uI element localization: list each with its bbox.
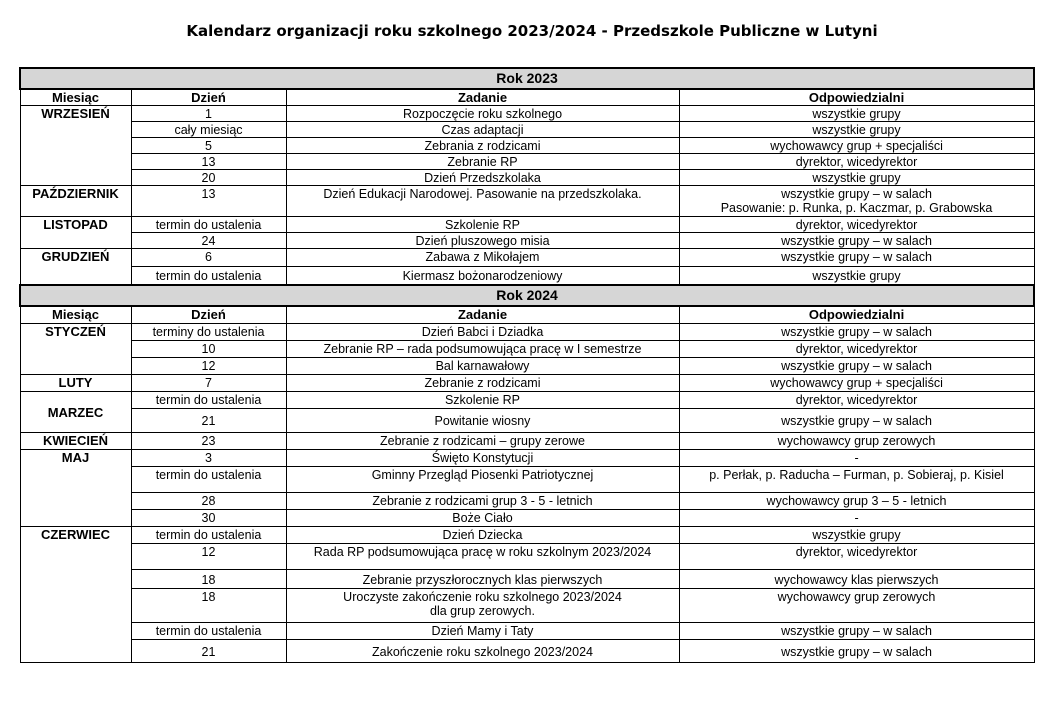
day-cell: 3 [131, 450, 286, 467]
day-cell: 21 [131, 409, 286, 433]
responsible-cell: wychowawcy klas pierwszych [679, 570, 1034, 589]
task-cell: Zebranie RP [286, 154, 679, 170]
task-line: Uroczyste zakończenie roku szkolnego 2023/2024 [343, 590, 622, 604]
task-cell: Rada RP podsumowująca pracę w roku szkolnym 2023/2024 [286, 544, 679, 570]
responsible-line: Pasowanie: p. Runka, p. Kaczmar, p. Grabowska [720, 201, 993, 215]
responsible-cell [679, 186, 1034, 217]
day-cell: 1 [131, 106, 286, 122]
day-cell: termin do ustalenia [131, 623, 286, 640]
task-cell: Szkolenie RP [286, 392, 679, 409]
table-row [20, 375, 1034, 392]
day-cell: 13 [131, 186, 286, 217]
table-row [20, 392, 1034, 409]
responsible-cell: wychowawcy grup + specjaliści [679, 375, 1034, 392]
task-cell: Dzień pluszowego misia [286, 233, 679, 249]
responsible-cell: p. Perłak, p. Raducha – Furman, p. Sobieraj, p. Kisiel [679, 467, 1034, 493]
task-cell: Boże Ciało [286, 510, 679, 527]
task-cell: Zabawa z Mikołajem [286, 249, 679, 267]
table-row [20, 589, 1034, 623]
table-row [20, 138, 1034, 154]
responsible-cell: wszystkie grupy – w salach [679, 233, 1034, 249]
responsible-cell: wszystkie grupy – w salach [679, 249, 1034, 267]
table-row [20, 217, 1034, 233]
task-cell: Powitanie wiosny [286, 409, 679, 433]
header-task: Zadanie [286, 89, 679, 106]
task-cell: Zebranie RP – rada podsumowująca pracę w I semestrze [286, 341, 679, 358]
table-row [20, 170, 1034, 186]
table-row [20, 154, 1034, 170]
day-cell: 10 [131, 341, 286, 358]
task-cell: Gminny Przegląd Piosenki Patriotycznej [286, 467, 679, 493]
month-cell: WRZESIEŃ [20, 106, 131, 186]
month-cell: STYCZEŃ [20, 324, 131, 375]
responsible-cell: wszystkie grupy – w salach [679, 640, 1034, 663]
day-cell: 23 [131, 433, 286, 450]
task-cell: Szkolenie RP [286, 217, 679, 233]
month-cell: GRUDZIEŃ [20, 249, 131, 285]
responsible-cell: - [679, 450, 1034, 467]
responsible-cell: wychowawcy grup 3 – 5 - letnich [679, 493, 1034, 510]
responsible-cell: wszystkie grupy [679, 106, 1034, 122]
day-cell: 20 [131, 170, 286, 186]
table-row [20, 433, 1034, 450]
month-cell: MARZEC [20, 392, 131, 433]
task-cell: Zebrania z rodzicami [286, 138, 679, 154]
task-cell: Kiermasz bożonarodzeniowy [286, 267, 679, 285]
header-day: Dzień [131, 89, 286, 106]
responsible-cell: wszystkie grupy [679, 122, 1034, 138]
calendar-table-wrapper [19, 67, 1033, 663]
table-row [20, 122, 1034, 138]
responsible-cell: dyrektor, wicedyrektor [679, 341, 1034, 358]
day-cell: 21 [131, 640, 286, 663]
table-row [20, 640, 1034, 663]
task-cell: Zebranie z rodzicami – grupy zerowe [286, 433, 679, 450]
responsible-cell: wychowawcy grup zerowych [679, 433, 1034, 450]
responsible-cell: wszystkie grupy [679, 170, 1034, 186]
day-cell: 7 [131, 375, 286, 392]
month-cell: LISTOPAD [20, 217, 131, 249]
responsible-cell: wszystkie grupy [679, 267, 1034, 285]
table-row [20, 493, 1034, 510]
table-row [20, 623, 1034, 640]
responsible-line: wszystkie grupy – w salach [781, 187, 932, 201]
day-cell: 24 [131, 233, 286, 249]
year-label: Rok 2023 [20, 68, 1034, 89]
day-cell: 18 [131, 570, 286, 589]
table-row [20, 527, 1034, 544]
task-cell: Dzień Dziecka [286, 527, 679, 544]
calendar-table [19, 67, 1035, 663]
year-header-row [20, 285, 1034, 306]
task-line: dla grup zerowych. [430, 604, 535, 618]
day-cell: cały miesiąc [131, 122, 286, 138]
task-cell: Bal karnawałowy [286, 358, 679, 375]
day-cell: 12 [131, 544, 286, 570]
table-row [20, 409, 1034, 433]
responsible-cell: wychowawcy grup + specjaliści [679, 138, 1034, 154]
day-cell: termin do ustalenia [131, 392, 286, 409]
header-responsible: Odpowiedzialni [679, 89, 1034, 106]
day-cell: 6 [131, 249, 286, 267]
header-task: Zadanie [286, 306, 679, 324]
table-row [20, 324, 1034, 341]
table-row [20, 510, 1034, 527]
month-cell: CZERWIEC [20, 527, 131, 663]
responsible-cell: wszystkie grupy [679, 527, 1034, 544]
responsible-cell: dyrektor, wicedyrektor [679, 217, 1034, 233]
month-cell: PAŹDZIERNIK [20, 186, 131, 217]
day-cell: 12 [131, 358, 286, 375]
responsible-cell: - [679, 510, 1034, 527]
year-label: Rok 2024 [20, 285, 1034, 306]
task-cell: Zebranie przyszłorocznych klas pierwszych [286, 570, 679, 589]
table-row [20, 267, 1034, 285]
table-row [20, 570, 1034, 589]
responsible-cell: dyrektor, wicedyrektor [679, 544, 1034, 570]
table-row [20, 341, 1034, 358]
task-cell: Dzień Edukacji Narodowej. Pasowanie na przedszkolaka. [286, 186, 679, 217]
day-cell: 13 [131, 154, 286, 170]
table-row [20, 106, 1034, 122]
page-title: Kalendarz organizacji roku szkolnego 2023/2024 - Przedszkole Publiczne w Lutyni [186, 22, 878, 40]
responsible-cell: dyrektor, wicedyrektor [679, 392, 1034, 409]
day-cell: 5 [131, 138, 286, 154]
day-cell: terminy do ustalenia [131, 324, 286, 341]
task-cell [286, 589, 679, 623]
column-header-row [20, 89, 1034, 106]
task-cell: Zebranie z rodzicami grup 3 - 5 - letnich [286, 493, 679, 510]
month-cell: KWIECIEŃ [20, 433, 131, 450]
month-cell: MAJ [20, 450, 131, 527]
task-cell: Dzień Babci i Dziadka [286, 324, 679, 341]
table-row [20, 186, 1034, 217]
responsible-cell: wszystkie grupy – w salach [679, 324, 1034, 341]
table-row [20, 467, 1034, 493]
task-cell: Zakończenie roku szkolnego 2023/2024 [286, 640, 679, 663]
task-cell: Dzień Mamy i Taty [286, 623, 679, 640]
header-month: Miesiąc [20, 306, 131, 324]
table-row [20, 233, 1034, 249]
task-cell: Rozpoczęcie roku szkolnego [286, 106, 679, 122]
responsible-cell: wszystkie grupy – w salach [679, 409, 1034, 433]
header-responsible: Odpowiedzialni [679, 306, 1034, 324]
table-row [20, 249, 1034, 267]
day-cell: 18 [131, 589, 286, 623]
task-cell: Zebranie z rodzicami [286, 375, 679, 392]
table-row [20, 358, 1034, 375]
day-cell: 28 [131, 493, 286, 510]
responsible-cell: dyrektor, wicedyrektor [679, 154, 1034, 170]
column-header-row [20, 306, 1034, 324]
day-cell: termin do ustalenia [131, 217, 286, 233]
month-cell: LUTY [20, 375, 131, 392]
task-cell: Święto Konstytucji [286, 450, 679, 467]
responsible-cell: wszystkie grupy – w salach [679, 623, 1034, 640]
table-row [20, 450, 1034, 467]
table-row [20, 544, 1034, 570]
day-cell: termin do ustalenia [131, 467, 286, 493]
day-cell: 30 [131, 510, 286, 527]
day-cell: termin do ustalenia [131, 267, 286, 285]
responsible-cell: wszystkie grupy – w salach [679, 358, 1034, 375]
header-day: Dzień [131, 306, 286, 324]
header-month: Miesiąc [20, 89, 131, 106]
task-cell: Dzień Przedszkolaka [286, 170, 679, 186]
day-cell: termin do ustalenia [131, 527, 286, 544]
task-cell: Czas adaptacji [286, 122, 679, 138]
responsible-cell: wychowawcy grup zerowych [679, 589, 1034, 623]
year-header-row [20, 68, 1034, 89]
